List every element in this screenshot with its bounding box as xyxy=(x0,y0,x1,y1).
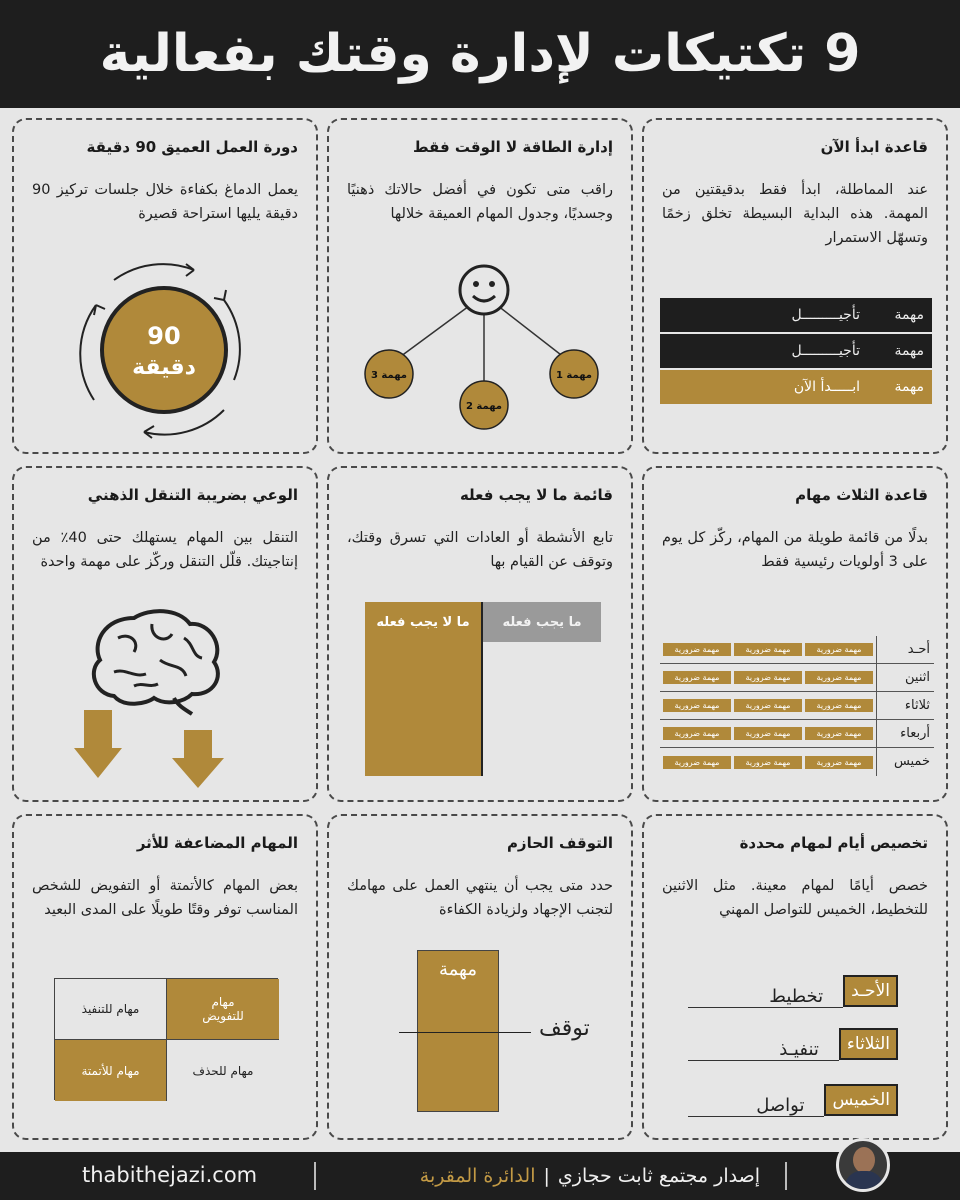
footer xyxy=(0,1152,960,1200)
task-cell: مهمة xyxy=(894,379,924,395)
card-day-themes xyxy=(642,814,948,1140)
chip: مهمة ضرورية xyxy=(805,699,873,712)
card-title: قائمة ما لا يجب فعله xyxy=(459,486,613,504)
day-row xyxy=(660,748,934,776)
card-text: بدلًا من قائمة طويلة من المهام، ركّز كل يوم على 3 أولويات رئيسية فقط xyxy=(662,530,928,570)
brain-diagram xyxy=(74,598,264,788)
day-row xyxy=(660,664,934,692)
task-cell: مهمة xyxy=(894,343,924,359)
task-row xyxy=(660,334,932,368)
card-text: يعمل الدماغ بكفاءة خلال جلسات تركيز 90 دقيقة يليها استراحة قصيرة xyxy=(32,182,298,222)
card-energy xyxy=(327,118,633,454)
chip: مهمة ضرورية xyxy=(734,671,802,684)
todo-compare xyxy=(365,602,601,776)
card-text: عند المماطلة، ابدأ فقط بدقيقتين من المهمة. هذه البداية البسيطة تخلق زخمًا وتسهّل الاستمرار xyxy=(662,182,928,246)
chip: مهمة ضرورية xyxy=(734,727,802,740)
smiley-icon xyxy=(460,266,508,314)
website-link[interactable]: thabithejazi.com xyxy=(82,1163,258,1187)
day-theme-list xyxy=(688,966,898,1128)
card-text: حدد متى يجب أن ينتهي العمل على مهامك لتجنب الإجهاد ولزيادة الكفاءة xyxy=(347,878,613,918)
arrow-down-icon xyxy=(172,730,224,788)
chip: مهمة ضرورية xyxy=(734,643,802,656)
task-bar-label: مهمة xyxy=(439,959,477,980)
footer-divider xyxy=(314,1162,316,1190)
day-label: أحـد xyxy=(876,636,934,664)
node-label: مهمة 1 xyxy=(555,370,593,381)
circle-number: 90 xyxy=(147,322,181,350)
chip: مهمة ضرورية xyxy=(663,727,731,740)
action-cell: تأجيـــــــــل xyxy=(791,343,860,359)
stop-line xyxy=(399,1032,531,1033)
day-task: تنفيـذ xyxy=(688,1039,839,1061)
chip: مهمة ضرورية xyxy=(805,727,873,740)
day-tag: الثلاثاء xyxy=(839,1028,898,1060)
card-hard-stop xyxy=(327,814,633,1140)
card-not-to-do xyxy=(327,466,633,802)
task-row xyxy=(660,370,932,404)
day-label: خميس xyxy=(876,748,934,776)
chip: مهمة ضرورية xyxy=(805,643,873,656)
delegation-matrix xyxy=(54,978,278,1100)
avatar xyxy=(836,1138,890,1192)
node-label: مهمة 2 xyxy=(465,401,503,412)
chip: مهمة ضرورية xyxy=(805,756,873,769)
quad-automate: مهام للأتمتة xyxy=(55,1040,167,1101)
day-task: تواصل xyxy=(688,1095,824,1117)
header xyxy=(0,0,960,108)
card-context-switch xyxy=(12,466,318,802)
day-theme-row xyxy=(688,1072,898,1128)
card-text: التنقل بين المهام يستهلك حتى 40٪ من إنتاجيتك. قلّل التنقل وركّز على مهمة واحدة xyxy=(32,530,298,570)
card-title: دورة العمل العميق 90 دقيقة xyxy=(86,138,298,156)
footer-credit: إصدار مجتمع ثابت حجازي | الدائرة المقربة xyxy=(419,1165,760,1187)
day-label: أربعاء xyxy=(876,720,934,748)
card-title: الوعي بضريبة التنقل الذهني xyxy=(87,486,298,504)
circle-label: دقيقة xyxy=(132,355,196,380)
day-theme-row xyxy=(688,966,898,1016)
org-link[interactable]: الدائرة المقربة xyxy=(419,1165,536,1187)
chip: مهمة ضرورية xyxy=(663,699,731,712)
day-label: اثنين xyxy=(876,664,934,692)
card-title: قاعدة الثلاث مهام xyxy=(795,486,928,504)
day-label: ثلاثاء xyxy=(876,692,934,720)
action-cell: ابـــــدأ الآن xyxy=(793,379,860,395)
quad-execute: مهام للتنفيذ xyxy=(55,979,167,1040)
col-dont-header: ما لا يجب فعله xyxy=(365,602,483,642)
day-task: تخطيط xyxy=(688,986,843,1008)
action-cell: تأجيـــــــــل xyxy=(791,307,860,323)
brain-icon xyxy=(94,611,218,714)
chip: مهمة ضرورية xyxy=(734,699,802,712)
card-title: إدارة الطاقة لا الوقت فقط xyxy=(412,138,613,156)
card-text: راقب متى تكون في أفضل حالاتك ذهنيًا وجسديًا، وجدول المهام العميقة خلالها xyxy=(347,182,613,222)
day-tag: الأحـد xyxy=(843,975,898,1007)
node-label: مهمة 3 xyxy=(370,370,408,381)
day-row xyxy=(660,720,934,748)
card-title: تخصيص أيام لمهام محددة xyxy=(739,834,928,852)
week-table xyxy=(660,636,934,776)
col-dont-body xyxy=(365,642,483,776)
chip: مهمة ضرورية xyxy=(663,643,731,656)
chip: مهمة ضرورية xyxy=(805,671,873,684)
day-row xyxy=(660,636,934,664)
card-three-tasks xyxy=(642,466,948,802)
col-do-header: ما يجب فعله xyxy=(483,602,601,642)
stop-label: توقف xyxy=(539,1016,590,1041)
day-theme-row xyxy=(688,1016,898,1072)
chip: مهمة ضرورية xyxy=(734,756,802,769)
card-text: خصص أيامًا لمهام معينة. مثل الاثنين للتخطيط، الخميس للتواصل المهني xyxy=(662,878,928,918)
task-row xyxy=(660,298,932,332)
card-text: بعض المهام كالأتمتة أو التفويض للشخص المناسب توفر وقتًا طويلًا على المدى البعيد xyxy=(32,878,298,918)
task-table xyxy=(660,298,932,404)
cycle-diagram xyxy=(74,260,254,440)
card-leverage xyxy=(12,814,318,1140)
footer-divider xyxy=(785,1162,787,1190)
quad-delete: مهام للحذف xyxy=(167,1040,279,1101)
card-deep-work xyxy=(12,118,318,454)
card-title: التوقف الحازم xyxy=(506,834,613,852)
publisher-label: إصدار مجتمع ثابت حجازي xyxy=(557,1165,760,1187)
task-bar xyxy=(417,950,499,1112)
card-title: قاعدة ابدأ الآن xyxy=(820,138,928,156)
task-cell: مهمة xyxy=(894,307,924,323)
page-title: 9 تكتيكات لإدارة وقتك بفعالية xyxy=(99,24,861,84)
day-row xyxy=(660,692,934,720)
card-start-now xyxy=(642,118,948,454)
card-text: تابع الأنشطة أو العادات التي تسرق وقتك، وتوقف عن القيام بها xyxy=(347,530,613,570)
chip: مهمة ضرورية xyxy=(663,756,731,769)
quad-delegate: مهام للتفويض xyxy=(167,979,279,1040)
card-title: المهام المضاعفة للأثر xyxy=(136,834,298,852)
arrow-down-icon xyxy=(74,710,122,778)
chip: مهمة ضرورية xyxy=(663,671,731,684)
energy-diagram xyxy=(349,260,619,430)
day-tag: الخميس xyxy=(824,1084,898,1116)
